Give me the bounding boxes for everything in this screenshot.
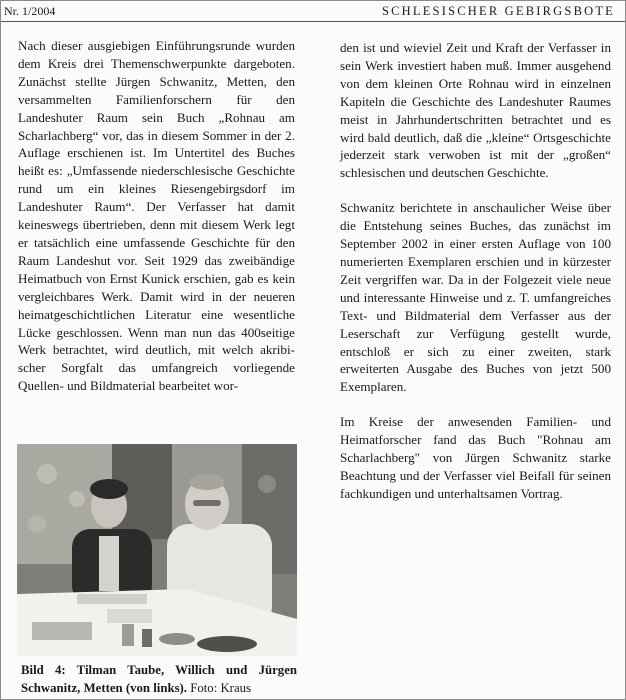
paragraph-right-3: Im Kreise der anwesenden Familien- und Heimatforscher fand das Buch "Rohnau am Scharlachberg" von Jürgen Schwanitz starke Beachtung und der Verfasser viel Beifall für seinen fachkundigen und unterhaltsamen Vortrag. — [340, 414, 611, 501]
caption-text: Bild 4: Tilman Taube, Willich und Jürgen Schwanitz, Metten (von links). — [21, 663, 297, 695]
paragraph-left-1: Nach dieser ausgiebigen Einführungsrunde wurden dem Kreis drei Themenschwerpunkte dargeboten. Zunächst stellte Jürgen Schwanitz, Metten, den versammelten Familienforschern für den Landeshuter Raum sein Buch „Rohnau am Scharlachberg“ vor, das in diesem Sommer in der 2. Auflage erschienen ist. Im Untertitel des Buches heißt es: „Umfassende niederschlesische Geschichte rund um ein kleines Riesengebirgsdorf im Landeshuter Raum“. Der Verfasser hat damit keineswegs übertrieben, denn mit diesem Werk legt er tatsächlich eine umfassende Geschichte für den Raum Landeshut vor. Seit 1929 das zweibändige Heimatbuch von Ernst Kunick erschien, gab es kein vergleichbares Werk. Damit wird in der neueren heimatgeschichtlichen Literatur eine wesentliche Lücke geschlossen. Wenn man nun das 400seitige Werk betrachtet, wird deutlich, mit welch akribischer Sorgfalt das umfangreich vorliegende Quellen- und Bildmaterial bearbeitet wor- — [18, 38, 295, 394]
photo-credit: Foto: Kraus — [190, 681, 252, 695]
photo-two-men-at-table — [17, 444, 297, 656]
masthead-title: SCHLESISCHER GEBIRGSBOTE — [381, 4, 615, 18]
paragraph-right-1: den ist und wieviel Zeit und Kraft der Verfasser in sein Werk investiert haben muß. Immer ausgehend von dem kleinen Orte Rohnau wird in einzelnen Kapiteln die Geschichte des Landeshuter Raumes meist in Jahrhundertschritten betrachtet und es wird bald deutlich, daß die „kleine“ Ortsgeschichte jederzeit stark verwoben ist mit der „großen“ schlesischen und deutschen Geschichte. — [340, 40, 611, 181]
paragraph-right-2: Schwanitz berichtete in anschaulicher Weise über die Entstehung seines Buches, das zunächst im September 2002 in einer ersten Auflage von 100 numerierten Exemplaren erschien und in kürzester Zeit vergriffen war. Da in der Folgezeit viele neue und interessante Hinweise und z. T. umfangreiches Text- und Bildmaterial dem Verfasser aus der Leserschaft zur Verfügung gestellt wurde, entschloß er sich zu einer zweiten, stark erweiterten Ausgabe des Buches von jetzt 500 Exemplaren. — [340, 200, 611, 395]
left-column — [18, 37, 295, 395]
issue-number: Nr. 1/2004 — [4, 4, 56, 18]
page-header — [1, 1, 625, 22]
photo-caption — [21, 661, 297, 697]
right-column — [340, 39, 611, 503]
